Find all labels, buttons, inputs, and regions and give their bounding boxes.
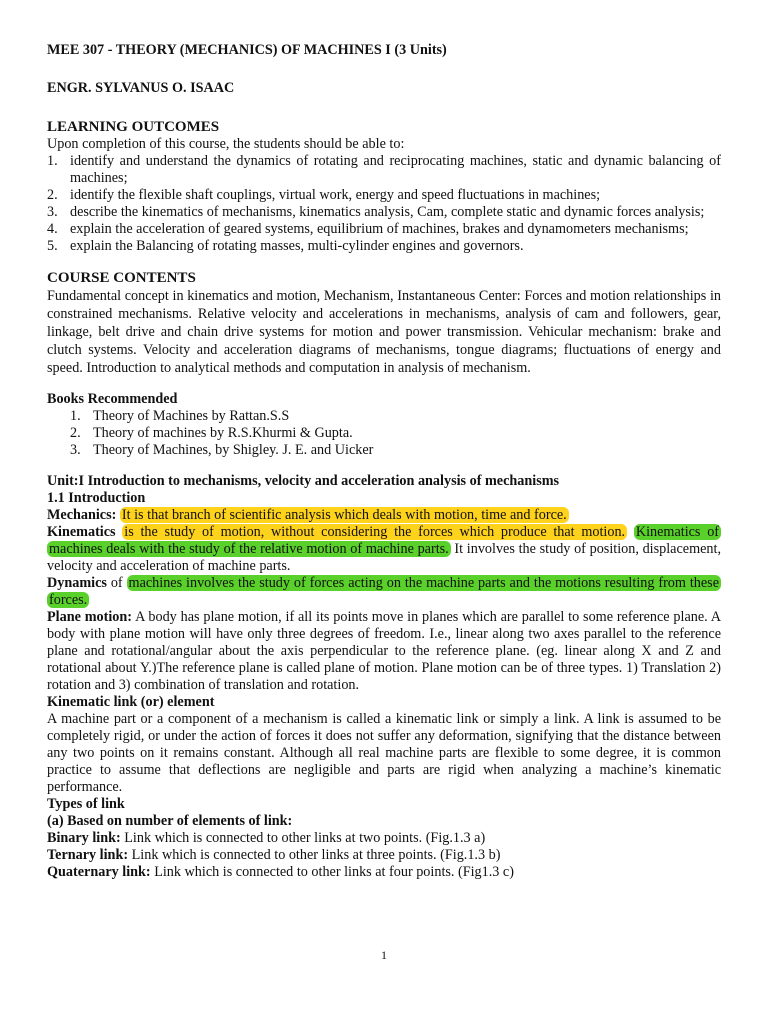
course-title: MEE 307 - THEORY (MECHANICS) OF MACHINES I (3 Units) <box>47 42 447 58</box>
books-heading: Books Recommended <box>47 391 178 407</box>
list-item: 2. identify the flexible shaft couplings, virtual work, energy and speed fluctuations in machines; <box>47 187 601 203</box>
list-item: 3. Theory of Machines, by Shigley. J. E. and Uicker <box>70 442 374 458</box>
binary-link-line: Binary link: Link which is connected to other links at two points. (Fig.1.3 a) <box>47 830 486 846</box>
types-of-link-subheading: (a) Based on number of elements of link: <box>47 813 293 829</box>
highlight-green: machines involves the study of forces acting on the machine parts and the motions resulting from these forces. <box>49 575 719 608</box>
plane-motion-paragraph: Plane motion: A body has plane motion, if all its points move in planes which are parallel to some reference plane. A body with plane motion will have only three degrees of freedom. I.e., linear along two axes parallel to the reference plane and rotational/angular about the axis perpendicular to the reference plane. (eg. linear along X and Z and rotational about Y.)The reference plane is called plane of motion. Plane motion can be of three types. 1) Translation 2) rotation and 3) combination of translation and rotation. <box>47 609 721 693</box>
page-number: 1 <box>381 948 387 962</box>
plane-motion-term: Plane motion: <box>47 609 133 625</box>
books-list <box>47 408 721 459</box>
list-item: 5. explain the Balancing of rotating masses, multi-cylinder engines and governors. <box>47 238 524 254</box>
kinematics-paragraph: Kinematics is the study of motion, without considering the forces which produce that motion. Kinematics of machines deals with the study of the relative motion of machine parts. It involves the study of position, displacement, velocity and acceleration of machine parts. <box>47 524 721 574</box>
types-of-link-heading: Types of link <box>47 796 125 812</box>
kinematic-link-heading: Kinematic link (or) element <box>47 694 215 710</box>
section-heading: 1.1 Introduction <box>47 490 146 506</box>
document-page <box>47 42 721 881</box>
highlight-green: Kinematics of machines deals with the study of the relative motion of machine parts. <box>49 524 720 557</box>
learning-outcomes-list <box>47 153 721 255</box>
list-item: 2. Theory of machines by R.S.Khurmi & Gupta. <box>70 425 353 441</box>
list-item: 1. Theory of Machines by Rattan.S.S <box>70 408 290 424</box>
list-item: 1. identify and understand the dynamics of rotating and reciprocating machines, static and dynamic balancing of machines; <box>47 153 721 186</box>
ternary-link-line: Ternary link: Link which is connected to other links at three points. (Fig.1.3 b) <box>47 847 501 863</box>
author-name: ENGR. SYLVANUS O. ISAAC <box>47 80 235 96</box>
list-item: 4. explain the acceleration of geared systems, equilibrium of machines, brakes and dynamometers mechanisms; <box>47 221 689 237</box>
learning-outcomes-heading: LEARNING OUTCOMES <box>47 119 220 135</box>
highlight-yellow: is the study of motion, without considering the forces which produce that motion. <box>124 524 626 540</box>
course-contents-heading: COURSE CONTENTS <box>47 270 196 286</box>
course-contents-text: Fundamental concept in kinematics and motion, Mechanism, Instantaneous Center: Forces and motion relationships in constrained mechanisms. Relative velocity and accelerations in mechanisms, analysis of cam and followers, gear, linkage, belt drive and chain drive systems for motion and power transmission. Vehicular mechanism: brake and clutch systems. Velocity and acceleration diagrams of mechanisms, tongue diagrams; fluctuations of energy and speed. Introduction to analytical methods and computation in analysis of mechanism. <box>47 288 721 376</box>
mechanics-term: Mechanics: <box>47 507 117 523</box>
dynamics-paragraph: Dynamics of machines involves the study of forces acting on the machine parts and the motions resulting from these forces. <box>47 575 719 608</box>
kinematic-link-text: A machine part or a component of a mechanism is called a kinematic link or simply a link. A link is assumed to be completely rigid, or under the action of forces it does not suffer any deformation, signifying that the distance between any two points on it remains constant. Although all real machine parts are flexible to some degree, it is common practice to assume that deflections are negligible and parts are rigid when analyzing a machine’s kinematic performance. <box>47 711 721 795</box>
quaternary-link-line: Quaternary link: Link which is connected to other links at four points. (Fig1.3 c) <box>47 864 514 880</box>
kinematics-term: Kinematics <box>47 524 116 540</box>
highlight-yellow: It is that branch of scientific analysis which deals with motion, time and force. <box>121 507 567 523</box>
unit-heading: Unit:I Introduction to mechanisms, velocity and acceleration analysis of mechanisms <box>47 473 560 489</box>
list-item: 3. describe the kinematics of mechanisms, kinematics analysis, Cam, complete static and dynamic forces analysis; <box>47 204 705 220</box>
dynamics-term: Dynamics <box>47 575 107 591</box>
mechanics-paragraph <box>47 507 721 524</box>
learning-outcomes-intro: Upon completion of this course, the students should be able to: <box>47 136 405 152</box>
